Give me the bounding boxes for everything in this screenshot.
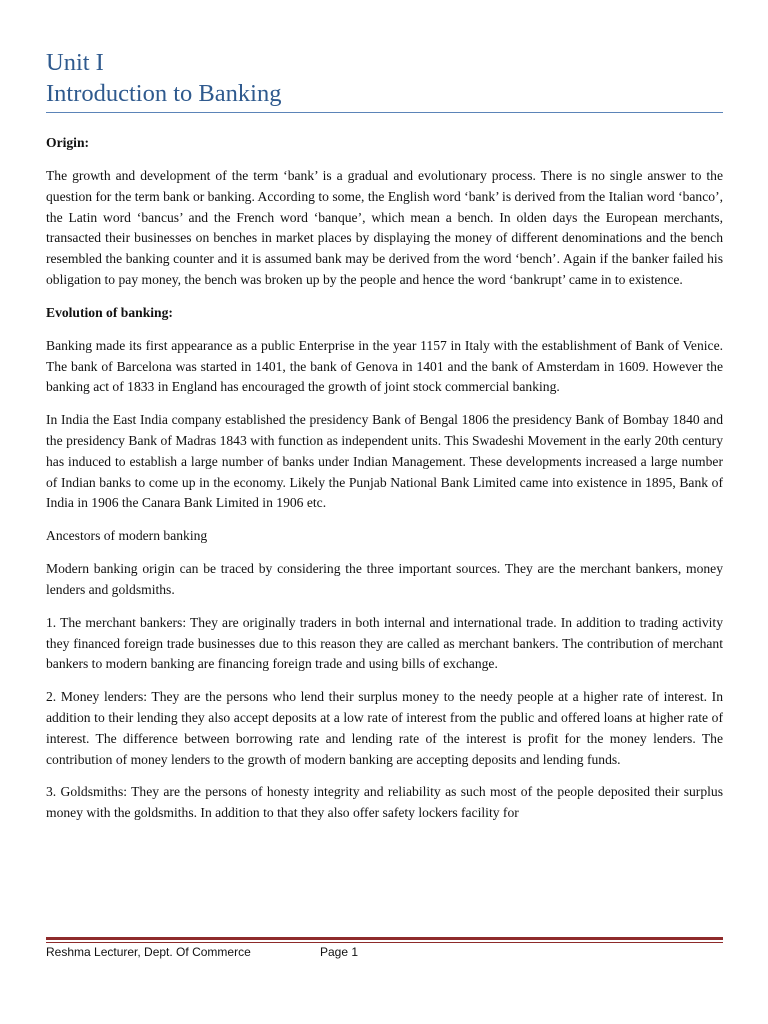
ancestors-paragraph: Modern banking origin can be traced by considering the three important sources. They are the merchant bankers, money lenders and goldsmiths. <box>46 561 723 597</box>
evolution-heading: Evolution of banking: <box>46 304 173 320</box>
page-number: Page 1 <box>320 945 359 959</box>
document-body <box>46 133 723 836</box>
title-block <box>46 47 723 109</box>
merchant-bankers-item: 1. The merchant bankers: They are originally traders in both internal and international trade. In addition to trading activity they financed foreign trade businesses due to this reason they are called as merchant bankers. The contribution of merchant bankers to modern banking are financing foreign trade and using bills of exchange. <box>46 614 723 672</box>
footer-author: Reshma Lecturer, Dept. Of Commerce <box>46 945 251 959</box>
title-divider <box>46 112 723 113</box>
footer-divider-thick <box>46 937 723 940</box>
evolution-paragraph-1: Banking made its first appearance as a public Enterprise in the year 1157 in Italy with the establishment of Bank of Venice. The bank of Barcelona was started in 1401, the bank of Genova in 1401 and the bank of Amsterdam in 1609. However the banking act of 1833 in England has encouraged the growth of joint stock commercial banking. <box>46 337 723 395</box>
chapter-title: Introduction to Banking <box>46 80 282 107</box>
footer-divider-thin <box>46 942 723 943</box>
origin-heading: Origin: <box>46 135 90 150</box>
ancestors-heading: Ancestors of modern banking <box>46 528 208 544</box>
evolution-paragraph-2: In India the East India company established the presidency Bank of Bengal 1806 the presidency Bank of Bombay 1840 and the presidency Bank of Madras 1843 with function as independent units. This Swadeshi Movement in the early 20th century has induced to establish a large number of banks under Indian Management. These developments increased a large number of Indian banks to come up in the economy. Likely the Punjab National Bank Limited came into existence in 1895, Bank of India in 1906 the Canara Bank Limited in 1906 etc. <box>46 412 723 511</box>
document-page <box>46 0 723 1024</box>
money-lenders-item: 2. Money lenders: They are the persons who lend their surplus money to the needy people at a higher rate of interest. In addition to their lending they also accept deposits at a low rate of interest from the public and offered loans at higher rate of interest. The difference between borrowing rate and lending rate of the interest is profit for the money lenders. The contribution of money lenders to the growth of modern banking are accepting deposits and lending funds. <box>46 689 723 767</box>
origin-paragraph: The growth and development of the term ‘bank’ is a gradual and evolutionary process. There is no single answer to the question for the term bank or banking. According to some, the English word ‘bank’ is derived from the Italian word ‘banco’, the Latin word ‘bancus’ and the French word ‘banque’, which mean a bench. In olden days the European merchants, transacted their businesses on benches in market places by displaying the money of different denominations and the bench resembled the banking counter and it is assumed bank may be derived from the word ‘bench’. Again if the banker failed his obligation to pay money, the bench was broken up by the people and hence the word ‘bankrupt’ came in to existence. <box>46 168 723 287</box>
unit-title: Unit I <box>46 49 104 76</box>
page-footer <box>46 945 723 961</box>
goldsmiths-item: 3. Goldsmiths: They are the persons of honesty integrity and reliability as such most of the people deposited their surplus money with the goldsmiths. In addition to that they also offer safety lockers facility for <box>46 784 723 821</box>
